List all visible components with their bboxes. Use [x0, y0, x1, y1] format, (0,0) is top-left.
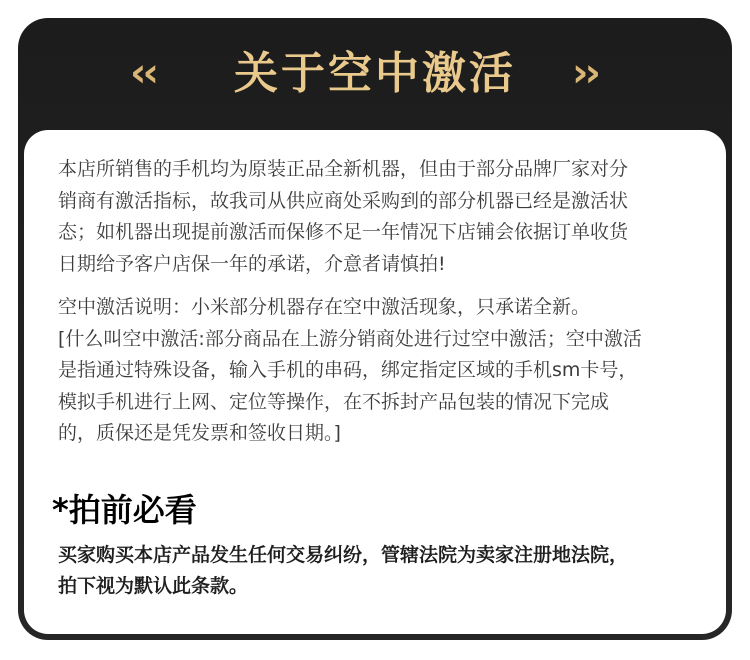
card-header: [18, 18, 732, 130]
content-panel: [24, 130, 726, 634]
double-chevron-right-icon: ››: [572, 50, 597, 96]
activation-explanation-paragraph: 空中激活说明：小米部分机器存在空中激活现象，只承诺全新。 [什么叫空中激活:部分商品在上游分销商处进行过空中激活；空中激活 是指通过特殊设备，输入手机的串码，绑定指定区域的手机sm卡号， 模拟手机进行上网、定位等操作，在不拆封产品包装的情况下完成 的，质保还是凭发票和签收日期。]: [58, 296, 642, 444]
notice-text: 买家购买本店产品发生任何交易纠纷，管辖法院为卖家注册地法院， 拍下视为默认此条款。: [58, 544, 629, 597]
double-chevron-left-icon: ‹‹: [130, 50, 155, 96]
activation-info-card: [18, 18, 732, 640]
notice-title: *拍前必看: [52, 491, 197, 529]
card-title: 关于空中激活: [234, 48, 516, 99]
activation-policy-paragraph: 本店所销售的手机均为原装正品全新机器，但由于部分品牌厂家对分 销商有激活指标，故我司从供应商处采购到的部分机器已经是激活状 态；如机器出现提前激活而保修不足一年情况下店铺会依据订单收货 日期给予客户店保一年的承诺，介意者请慎拍!: [58, 158, 629, 275]
